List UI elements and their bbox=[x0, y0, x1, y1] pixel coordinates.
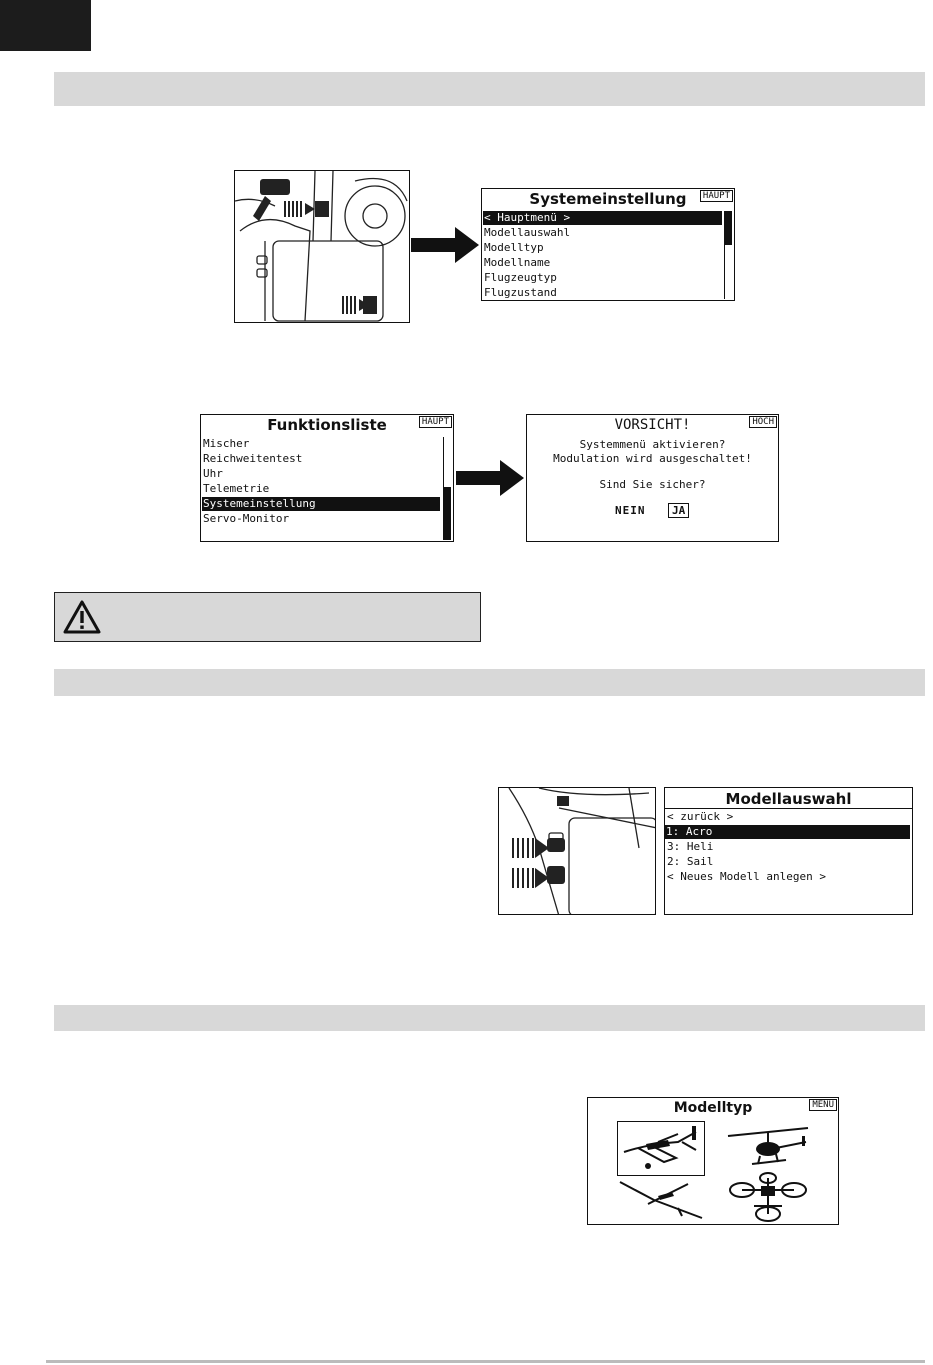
menu-item[interactable]: 2: Sail bbox=[667, 855, 714, 868]
transmitter-drawing bbox=[235, 171, 410, 323]
menu-item[interactable]: Mischer bbox=[203, 437, 250, 450]
transmitter-illustration-side bbox=[498, 787, 656, 915]
section-bar-2 bbox=[54, 669, 925, 696]
lcd-model-select bbox=[664, 787, 913, 915]
corner-tab bbox=[0, 0, 91, 51]
menu-item[interactable]: Reichweitentest bbox=[203, 452, 303, 465]
yes-button[interactable]: JA bbox=[668, 503, 689, 518]
menu-item[interactable]: 1: Acro bbox=[665, 825, 910, 839]
caution-line-1: Systemmenü aktivieren? bbox=[579, 438, 726, 451]
menu-item[interactable]: Telemetrie bbox=[203, 482, 270, 495]
title-divider bbox=[665, 808, 912, 809]
lcd-model-type bbox=[587, 1097, 839, 1225]
warning-note bbox=[54, 592, 481, 642]
model-type-airplane[interactable] bbox=[617, 1121, 705, 1176]
menu-item[interactable]: Systemeinstellung bbox=[202, 497, 440, 511]
menu-item[interactable]: Uhr bbox=[203, 467, 223, 480]
menu-item[interactable]: < zurück > bbox=[667, 810, 734, 823]
warning-triangle-icon bbox=[63, 600, 101, 634]
airplane-icon bbox=[618, 1122, 704, 1175]
menu-item[interactable]: < Neues Modell anlegen > bbox=[667, 870, 826, 883]
lcd-title: Modellauswahl bbox=[725, 790, 852, 808]
lcd-title: VORSICHT! bbox=[614, 417, 691, 433]
caution-question: Sind Sie sicher? bbox=[599, 478, 706, 491]
lcd-title: Systemeinstellung bbox=[529, 190, 687, 208]
menu-item[interactable]: Flugzustand bbox=[484, 286, 557, 299]
menu-item[interactable]: Modellauswahl bbox=[484, 226, 571, 239]
lcd-title: Funktionsliste bbox=[267, 416, 387, 434]
scrollbar-thumb[interactable] bbox=[724, 211, 732, 245]
lcd-tag: MENU bbox=[809, 1099, 837, 1111]
lcd-caution bbox=[526, 414, 779, 542]
lcd-tag: HAUPT bbox=[419, 416, 452, 428]
transmitter-illustration-top bbox=[234, 170, 410, 323]
menu-item[interactable]: Modellname bbox=[484, 256, 551, 269]
lcd-system-settings bbox=[481, 188, 735, 301]
menu-item[interactable]: Modelltyp bbox=[484, 241, 544, 254]
scrollbar-thumb[interactable] bbox=[443, 487, 451, 540]
lcd-tag: HAUPT bbox=[700, 190, 733, 202]
multicopter-icon[interactable] bbox=[728, 1170, 808, 1224]
menu-item[interactable]: Flugzeugtyp bbox=[484, 271, 557, 284]
glider-icon[interactable] bbox=[618, 1178, 704, 1222]
section-bar-1 bbox=[54, 72, 925, 106]
page-bottom-rule bbox=[46, 1360, 925, 1363]
lcd-tag: HOCH bbox=[749, 416, 777, 428]
lcd-title: Modelltyp bbox=[673, 1100, 753, 1116]
menu-item[interactable]: Servo-Monitor bbox=[203, 512, 290, 525]
menu-item[interactable]: < Hauptmenü > bbox=[483, 211, 722, 225]
arrow-right-icon bbox=[411, 225, 481, 265]
no-button[interactable]: NEIN bbox=[615, 504, 646, 517]
caution-line-2: Modulation wird ausgeschaltet! bbox=[553, 452, 752, 465]
helicopter-icon[interactable] bbox=[726, 1122, 810, 1172]
section-bar-3 bbox=[54, 1005, 925, 1031]
transmitter-side-drawing bbox=[499, 788, 656, 915]
menu-item[interactable]: 3: Heli bbox=[667, 840, 714, 853]
lcd-function-list bbox=[200, 414, 454, 542]
arrow-right-icon bbox=[456, 458, 526, 498]
